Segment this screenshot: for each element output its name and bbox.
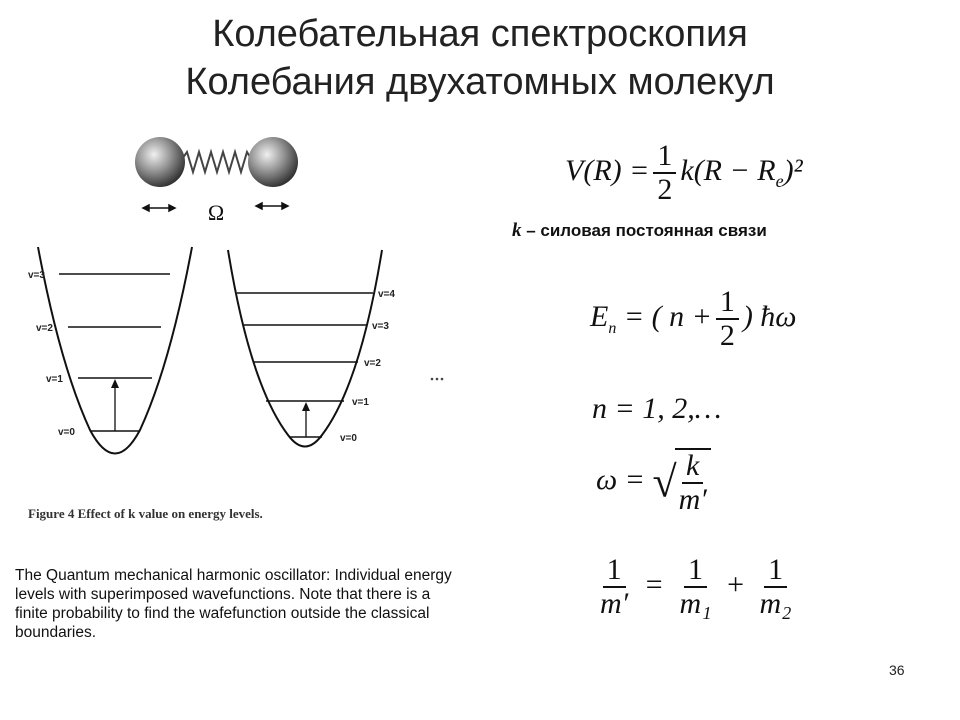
vibration-arrow-right-icon [256,203,288,209]
oscillator-description: The Quantum mechanical harmonic oscillator: Individual energy levels with superimposed wavefunctions. Note that there is a finite probability to find the wafefunction outside the classical boundaries. [15,567,452,641]
omega-label: Ω [207,200,225,225]
force-constant-note: k – силовая постоянная связи [512,220,767,241]
omega-equation: ω = √ $\frac{k}{m'}$ [596,448,715,516]
atom-right-icon [248,137,298,187]
sqrt-icon: √ [652,457,677,507]
energy-equation: $E_n$ = ( n + $\frac{1}{2}$ ) ħω [590,285,797,352]
n-values: n = 1, 2,… [592,392,722,425]
diatomic-molecule-illustration [125,128,310,228]
vibration-arrow-left-icon [143,205,175,211]
level-label: v=1 [46,374,63,385]
atom-left-icon [135,137,185,187]
spring-icon [180,152,253,172]
transition-arrow-left-icon [111,379,119,431]
level-label: v=0 [58,427,75,438]
potential-equation: V(R) = $\frac{1}{2}$ $k(R - R_e)^2$ [565,139,803,206]
level-label: v=4 [378,289,395,300]
wide-potential-well [228,250,382,447]
reduced-mass-equation: $\frac{1}{m'}$ = $\frac{1}{\text{m₁}}$ + $\frac{1}{\text{m₂}}$ [600,553,792,620]
level-label: v=2 [36,323,53,334]
level-label: v=1 [352,397,369,408]
figure-caption: Figure 4 Effect of k value on energy levels. [28,506,263,521]
level-label: v=3 [372,321,389,332]
level-label: v=0 [340,433,357,444]
level-label: v=2 [364,358,381,369]
slide-title: Колебательная спектроскопия [212,13,748,55]
page-number: 36 [889,662,905,678]
slide-subtitle: Колебания двухатомных молекул [185,61,775,103]
energy-level-diagram [20,245,460,470]
transition-arrow-right-icon [302,402,310,437]
level-label: v=3 [28,270,45,281]
